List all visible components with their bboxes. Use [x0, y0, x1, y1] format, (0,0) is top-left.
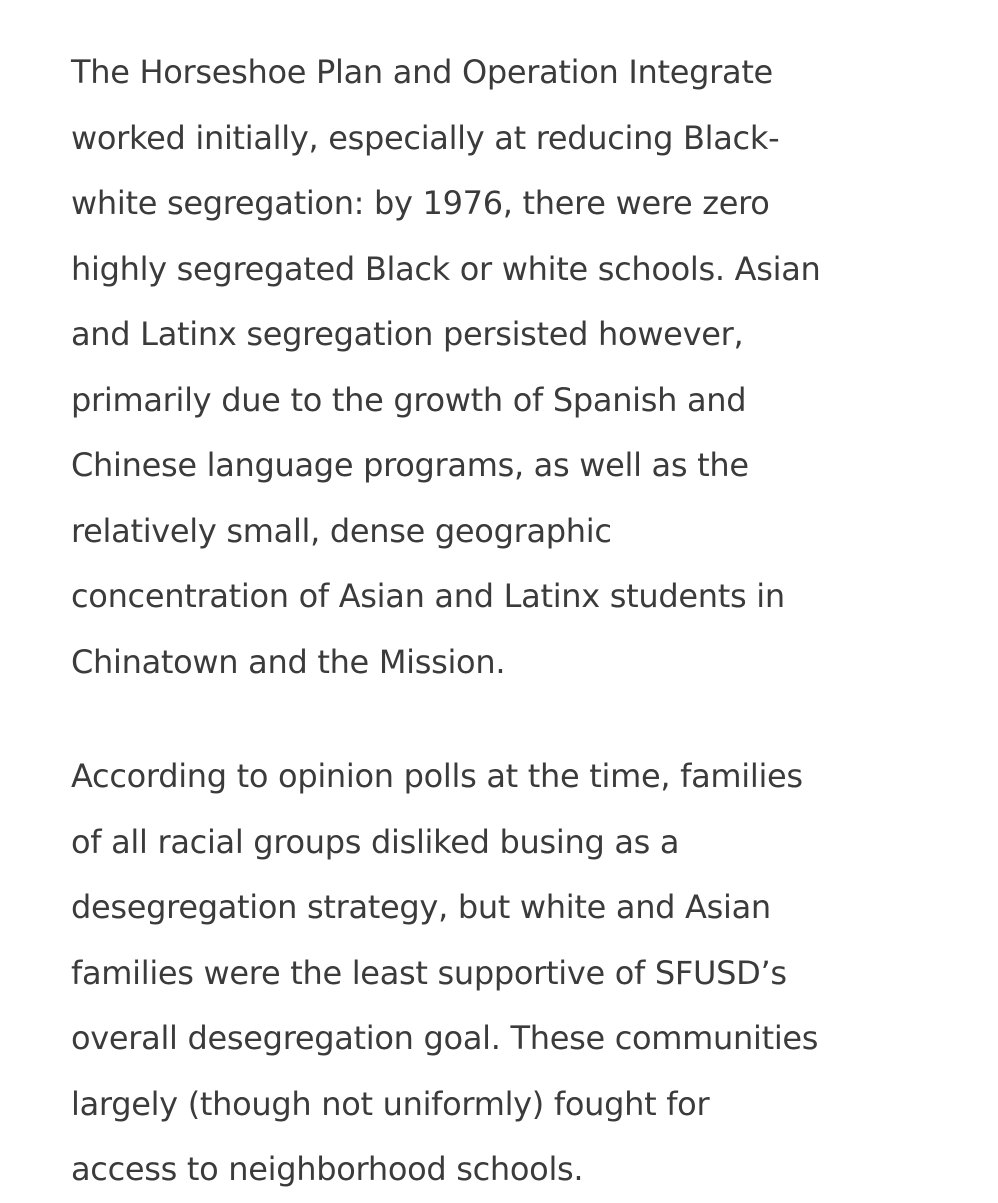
- text-line: families were the least supportive of SFUSD’s: [71, 953, 787, 992]
- text-line: desegregation strategy, but white and Asian: [71, 888, 771, 926]
- text-line: of all racial groups disliked busing as a: [71, 822, 680, 861]
- article-body: [71, 40, 951, 1203]
- text-line: According to opinion polls at the time, families: [71, 757, 803, 795]
- text-line: Chinese language programs, as well as the: [71, 446, 749, 484]
- paragraph-2: [71, 744, 951, 1203]
- text-line: overall desegregation goal. These communities: [71, 1019, 819, 1057]
- text-line: Chinatown and the Mission.: [71, 642, 506, 681]
- text-line: The Horseshoe Plan and Operation Integrate: [71, 53, 773, 91]
- text-line: white segregation: by 1976, there were zero: [71, 184, 770, 222]
- text-line: concentration of Asian and Latinx students in: [71, 577, 785, 615]
- text-line: highly segregated Black or white schools. Asian: [71, 249, 821, 288]
- text-line: worked initially, especially at reducing Black-: [71, 118, 780, 157]
- paragraph-spacer: [71, 695, 951, 744]
- text-line: and Latinx segregation persisted however,: [71, 315, 744, 353]
- text-line: largely (though not uniformly) fought for: [71, 1084, 710, 1123]
- text-line: primarily due to the growth of Spanish and: [71, 380, 747, 419]
- text-line: access to neighborhood schools.: [71, 1150, 584, 1188]
- text-line: relatively small, dense geographic: [71, 511, 612, 550]
- paragraph-1: [71, 40, 951, 695]
